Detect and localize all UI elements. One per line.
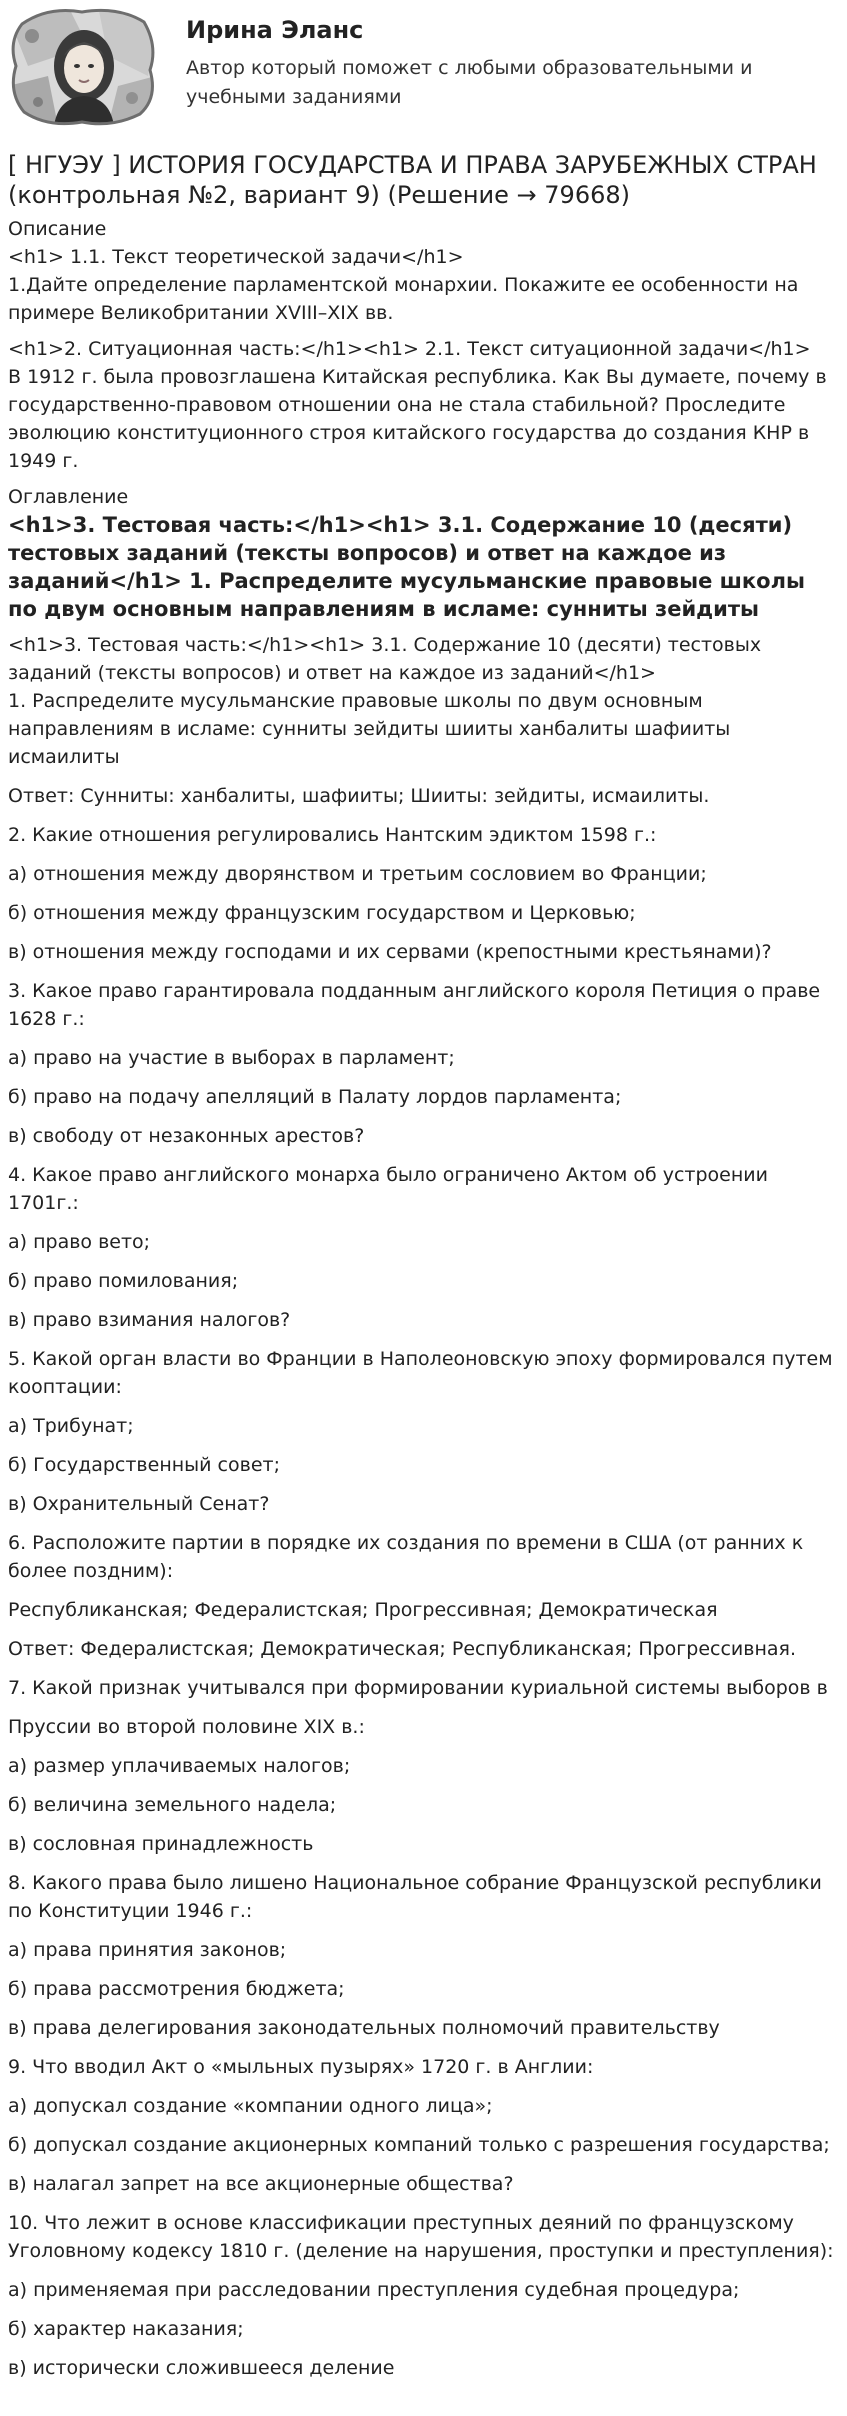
list-item: 4. Какое право английского монарха было ограничено Актом об устроении 1701г.:	[8, 1164, 768, 1214]
list-item: а) право на участие в выборах в парламент;	[8, 1047, 455, 1069]
list-item: 5. Какой орган власти во Франции в Наполеоновскую эпоху формировался путем кооптации:	[8, 1348, 833, 1398]
author-avatar[interactable]	[8, 6, 156, 126]
toc-heading: <h1>3. Тестовая часть:</h1><h1> 3.1. Содержание 10 (десяти) тестовых заданий (тексты вопросов) и ответ на каждое из заданий</h1> 1. Распределите мусульманские правовые школы по двум основным направлениям в исламе: сунниты зейдиты	[8, 513, 805, 621]
question-list	[8, 782, 838, 2382]
list-item: в) исторически сложившееся деление	[8, 2357, 395, 2379]
list-item: в) отношения между господами и их сервами (крепостными крестьянами)?	[8, 941, 772, 963]
list-item: 7. Какой признак учитывался при формировании куриальной системы выборов в	[8, 1677, 828, 1699]
list-item: 3. Какое право гарантировала подданным английского короля Петиция о праве 1628 г.:	[8, 980, 821, 1030]
list-item: а) размер уплачиваемых налогов;	[8, 1755, 351, 1777]
author-card	[8, 6, 838, 126]
list-item: 6. Расположите партии в порядке их создания по времени в США (от ранних к более поздним):	[8, 1532, 804, 1582]
list-item: Ответ: Сунниты: ханбалиты, шафииты; Шииты: зейдиты, исмаилиты.	[8, 785, 710, 807]
list-item: в) свободу от незаконных арестов?	[8, 1125, 365, 1147]
list-item: б) Государственный совет;	[8, 1454, 280, 1476]
author-description: Автор который поможет с любыми образовательными и учебными заданиями	[186, 57, 753, 108]
list-item: Пруссии во второй половине XIX в.:	[8, 1716, 365, 1738]
list-item: в) право взимания налогов?	[8, 1309, 291, 1331]
list-item: а) отношения между дворянством и третьим сословием во Франции;	[8, 863, 707, 885]
author-name[interactable]: Ирина Эланс	[186, 16, 364, 44]
description-block-1: <h1> 1.1. Текст теоретической задачи</h1> 1.Дайте определение парламентской монархии. Покажите ее особенности на примере Великобритании XVIII–XIX вв.	[8, 246, 799, 324]
list-item: б) характер наказания;	[8, 2318, 244, 2340]
list-item: в) Охранительный Сенат?	[8, 1493, 270, 1515]
list-item: Республиканская; Федералистская; Прогрессивная; Демократическая	[8, 1599, 718, 1621]
toc-label: Оглавление	[8, 486, 129, 508]
list-item: а) допускал создание «компании одного лица»;	[8, 2095, 493, 2117]
list-item: в) налагал запрет на все акционерные общества?	[8, 2173, 514, 2195]
list-item: а) Трибунат;	[8, 1415, 134, 1437]
list-item: б) допускал создание акционерных компаний только с разрешения государства;	[8, 2134, 830, 2156]
toc-block: <h1>3. Тестовая часть:</h1><h1> 3.1. Содержание 10 (десяти) тестовых заданий (тексты вопросов) и ответ на каждое из заданий</h1> 1. Распределите мусульманские правовые школы по двум основным направлениям в исламе: сунниты зейдиты шииты ханбалиты шафииты исмаилиты	[8, 634, 762, 768]
list-item: в) права делегирования законодательных полномочий правительству	[8, 2017, 720, 2039]
list-item: 8. Какого права было лишено Национальное собрание Французской республики по Конституции 1946 г.:	[8, 1872, 822, 1922]
list-item: а) применяемая при расследовании преступления судебная процедура;	[8, 2279, 740, 2301]
list-item: б) права рассмотрения бюджета;	[8, 1978, 345, 2000]
list-item: в) сословная принадлежность	[8, 1833, 314, 1855]
list-item: б) право помилования;	[8, 1270, 239, 1292]
page-title: [ НГУЭУ ] ИСТОРИЯ ГОСУДАРСТВА И ПРАВА ЗАРУБЕЖНЫХ СТРАН (контрольная №2, вариант 9) (Решение → 79668)	[8, 151, 817, 209]
description-label: Описание	[8, 218, 107, 240]
content	[8, 215, 838, 2382]
description-block-2: <h1>2. Ситуационная часть:</h1><h1> 2.1. Текст ситуационной задачи</h1> В 1912 г. была провозглашена Китайская республика. Как Вы думаете, почему в государственно-правовом отношении она не стала стабильной? Проследите эволюцию конституционного строя китайского государства до создания КНР в 1949 г.	[8, 338, 827, 472]
list-item: а) права принятия законов;	[8, 1939, 287, 1961]
list-item: а) право вето;	[8, 1231, 151, 1253]
list-item: 2. Какие отношения регулировались Нантским эдиктом 1598 г.:	[8, 824, 657, 846]
list-item: б) величина земельного надела;	[8, 1794, 337, 1816]
list-item: б) отношения между французским государством и Церковью;	[8, 902, 636, 924]
list-item: Ответ: Федералистская; Демократическая; Республиканская; Прогрессивная.	[8, 1638, 796, 1660]
list-item: б) право на подачу апелляций в Палату лордов парламента;	[8, 1086, 622, 1108]
list-item: 9. Что вводил Акт о «мыльных пузырях» 1720 г. в Англии:	[8, 2056, 594, 2078]
list-item: 10. Что лежит в основе классификации преступных деяний по французскому Уголовному кодексу 1810 г. (деление на нарушения, проступки и преступления):	[8, 2212, 834, 2262]
